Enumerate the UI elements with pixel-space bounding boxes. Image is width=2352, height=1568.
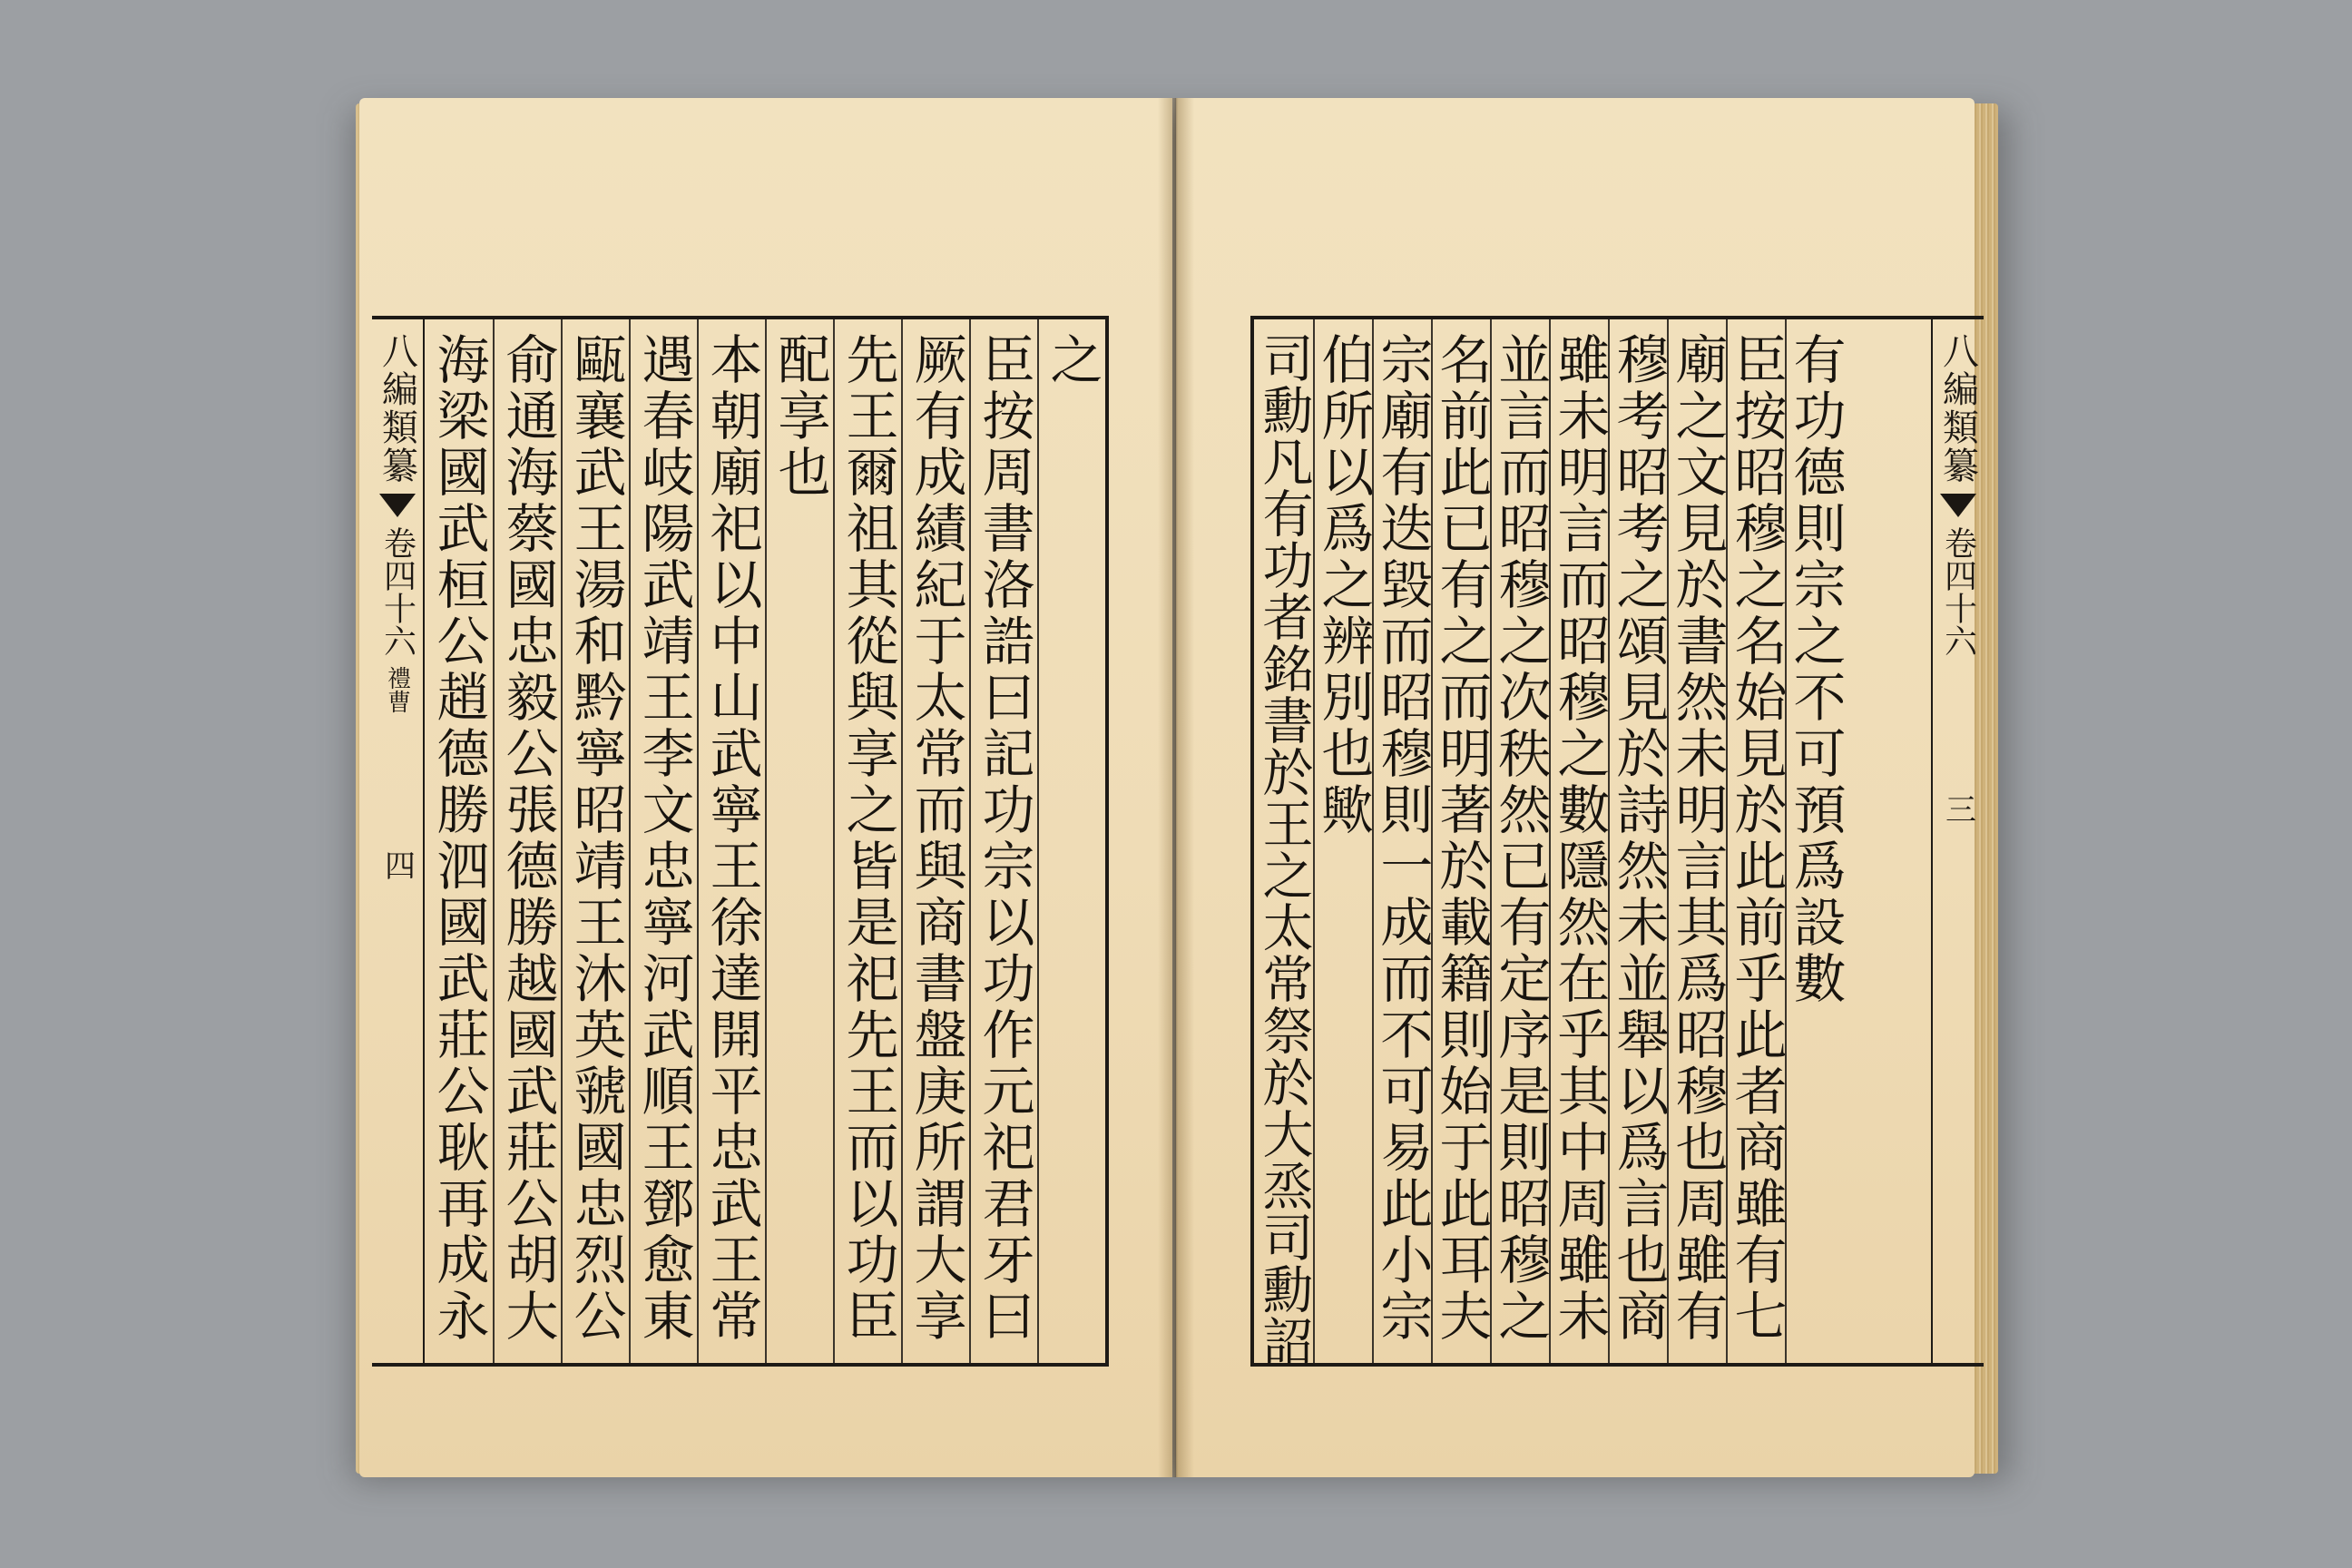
text-column [765, 319, 833, 1363]
column-text: 海梁國武桓公趙德勝泗國武莊公耿再成永 [427, 332, 490, 1345]
left-center-section: 禮曹 [383, 666, 411, 713]
column-text: 名前此已有之而明著於載籍則始于此耳夫 [1430, 332, 1493, 1345]
right-page-number: 三 [1939, 793, 1976, 824]
column-text: 甌襄武王湯和黔寧昭靖王沐英虢國忠烈公 [564, 332, 627, 1345]
right-center-volume: 卷四十六 [1939, 526, 1977, 657]
text-column [1371, 319, 1434, 1363]
text-column [1312, 319, 1375, 1363]
column-text: 臣按周書洛誥曰記功宗以功作元祀君牙曰 [973, 332, 1035, 1345]
column-text: 伯所以爲之辨別也歟 [1312, 332, 1375, 838]
text-column [561, 319, 629, 1363]
column-text: 遇春岐陽武靖王李文忠寧河武順王鄧愈東 [632, 332, 695, 1345]
column-text: 穆考昭考之頌見於詩然未並舉以爲言也商 [1607, 332, 1670, 1345]
left-center-title: 八編類纂 [376, 332, 418, 485]
text-column [1548, 319, 1611, 1363]
text-column [1430, 319, 1493, 1363]
text-column [833, 319, 901, 1363]
text-column [493, 319, 561, 1363]
column-text: 之 [1041, 332, 1103, 388]
column-text: 廟之文見於書然未明言其爲昭穆也周雖有 [1666, 332, 1729, 1345]
right-text-columns [1254, 319, 1847, 1367]
text-column [1037, 319, 1105, 1363]
text-column [1725, 319, 1788, 1363]
fish-tail-mark [379, 494, 416, 517]
text-column [697, 319, 765, 1363]
left-center-column [372, 319, 425, 1363]
column-text: 司勳凡有功者銘書於王之太常祭於大烝司勳詔 [1254, 332, 1314, 1367]
text-column [901, 319, 969, 1363]
column-text: 有功德則宗之不可預爲設數 [1784, 332, 1847, 1007]
column-text: 雖未明言而昭穆之數隱然在乎其中周雖未 [1548, 332, 1611, 1345]
text-column [629, 319, 697, 1363]
book-gutter [1158, 98, 1194, 1477]
text-column [1254, 319, 1314, 1367]
left-text-frame [372, 316, 1109, 1367]
column-text: 並言而昭穆之次秩然已有定序是則昭穆之 [1489, 332, 1552, 1345]
text-column [969, 319, 1037, 1363]
fish-tail-mark [1940, 494, 1976, 517]
right-center-column [1931, 319, 1984, 1363]
left-center-volume: 卷四十六 [378, 526, 416, 657]
text-column [425, 319, 493, 1363]
column-text: 臣按昭穆之名始見於此前乎此者商雖有七 [1725, 332, 1788, 1345]
right-text-frame [1250, 316, 1984, 1367]
text-column [1784, 319, 1847, 1363]
column-text: 宗廟有迭毀而昭穆則一成而不可易此小宗 [1371, 332, 1434, 1345]
text-column [1666, 319, 1729, 1363]
column-text: 配享也 [769, 332, 831, 501]
column-text: 本朝廟祀以中山武寧王徐達開平忠武王常 [701, 332, 763, 1345]
column-text: 先王爾祖其從與享之皆是祀先王而以功臣 [837, 332, 899, 1345]
left-text-columns [425, 319, 1105, 1363]
text-column [1607, 319, 1670, 1363]
column-text: 俞通海蔡國忠毅公張德勝越國武莊公胡大 [496, 332, 559, 1345]
left-page-number: 四 [378, 849, 416, 880]
right-center-title: 八編類纂 [1936, 332, 1979, 485]
column-text: 厥有成績紀于太常而與商書盤庚所謂大享 [905, 332, 967, 1345]
text-column [1489, 319, 1552, 1363]
